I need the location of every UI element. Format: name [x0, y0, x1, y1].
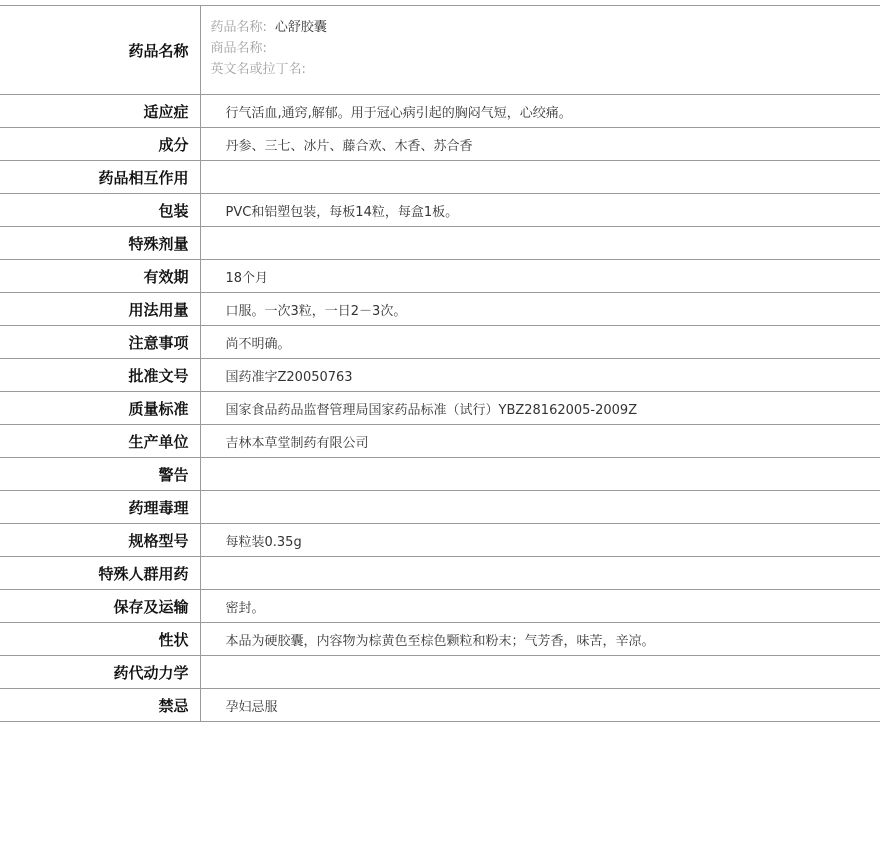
row-label: 生产单位 [0, 425, 200, 458]
generic-name-value: 心舒胶囊 [274, 20, 327, 35]
row-value: 尚不明确。 [200, 326, 880, 359]
row-label: 有效期 [0, 260, 200, 293]
storage-row [0, 590, 880, 623]
trade-name-line [211, 38, 880, 59]
generic-name-line [211, 17, 880, 38]
packaging-row [0, 194, 880, 227]
approval-number-row [0, 359, 880, 392]
row-label: 特殊剂量 [0, 227, 200, 260]
row-label: 特殊人群用药 [0, 557, 200, 590]
pharmacokinetics-row [0, 656, 880, 689]
row-value: 18个月 [200, 260, 880, 293]
pharmacology-row [0, 491, 880, 524]
special-population-row [0, 557, 880, 590]
row-label: 药代动力学 [0, 656, 200, 689]
row-label: 药品相互作用 [0, 161, 200, 194]
row-label: 注意事项 [0, 326, 200, 359]
row-value [200, 161, 880, 194]
interactions-row [0, 161, 880, 194]
precautions-row [0, 326, 880, 359]
row-label: 药品名称 [0, 6, 200, 95]
row-value: 丹参、三七、冰片、藤合欢、木香、苏合香 [200, 128, 880, 161]
manufacturer-row [0, 425, 880, 458]
row-label: 禁忌 [0, 689, 200, 722]
row-value: PVC和铝塑包装，每板14粒，每盒1板。 [200, 194, 880, 227]
row-label: 保存及运输 [0, 590, 200, 623]
row-value: 孕妇忌服 [200, 689, 880, 722]
indication-row [0, 95, 880, 128]
row-value: 国家食品药品监督管理局国家药品标准（试行）YBZ28162005-2009Z [200, 392, 880, 425]
usage-row [0, 293, 880, 326]
english-name-key: 英文名或拉丁名: [210, 62, 306, 77]
trade-name-key: 商品名称: [210, 41, 267, 56]
drug-name-cell [200, 6, 880, 95]
row-value [200, 557, 880, 590]
english-name-line [211, 59, 880, 80]
row-label: 包装 [0, 194, 200, 227]
row-value: 口服。一次3粒，一日2－3次。 [200, 293, 880, 326]
row-label: 药理毒理 [0, 491, 200, 524]
description-row [0, 623, 880, 656]
row-label: 质量标准 [0, 392, 200, 425]
special-dosage-row [0, 227, 880, 260]
drug-name-row [0, 6, 880, 95]
quality-standard-row [0, 392, 880, 425]
row-value: 每粒装0.35g [200, 524, 880, 557]
row-label: 成分 [0, 128, 200, 161]
specification-row [0, 524, 880, 557]
row-label: 批准文号 [0, 359, 200, 392]
row-label: 适应症 [0, 95, 200, 128]
row-value: 吉林本草堂制药有限公司 [200, 425, 880, 458]
row-label: 警告 [0, 458, 200, 491]
row-label: 性状 [0, 623, 200, 656]
row-value [200, 656, 880, 689]
row-value: 国药准字Z20050763 [200, 359, 880, 392]
row-value: 密封。 [200, 590, 880, 623]
shelf-life-row [0, 260, 880, 293]
row-label: 规格型号 [0, 524, 200, 557]
row-label: 用法用量 [0, 293, 200, 326]
generic-name-key: 药品名称: [210, 20, 267, 35]
row-value: 本品为硬胶囊，内容物为棕黄色至棕色颗粒和粉末；气芳香，味苦，辛凉。 [200, 623, 880, 656]
warning-row [0, 458, 880, 491]
row-value [200, 458, 880, 491]
row-value: 行气活血,通窍,解郁。用于冠心病引起的胸闷气短，心绞痛。 [200, 95, 880, 128]
contraindications-row [0, 689, 880, 722]
row-value [200, 227, 880, 260]
ingredients-row [0, 128, 880, 161]
row-value [200, 491, 880, 524]
drug-info-table [0, 5, 880, 722]
